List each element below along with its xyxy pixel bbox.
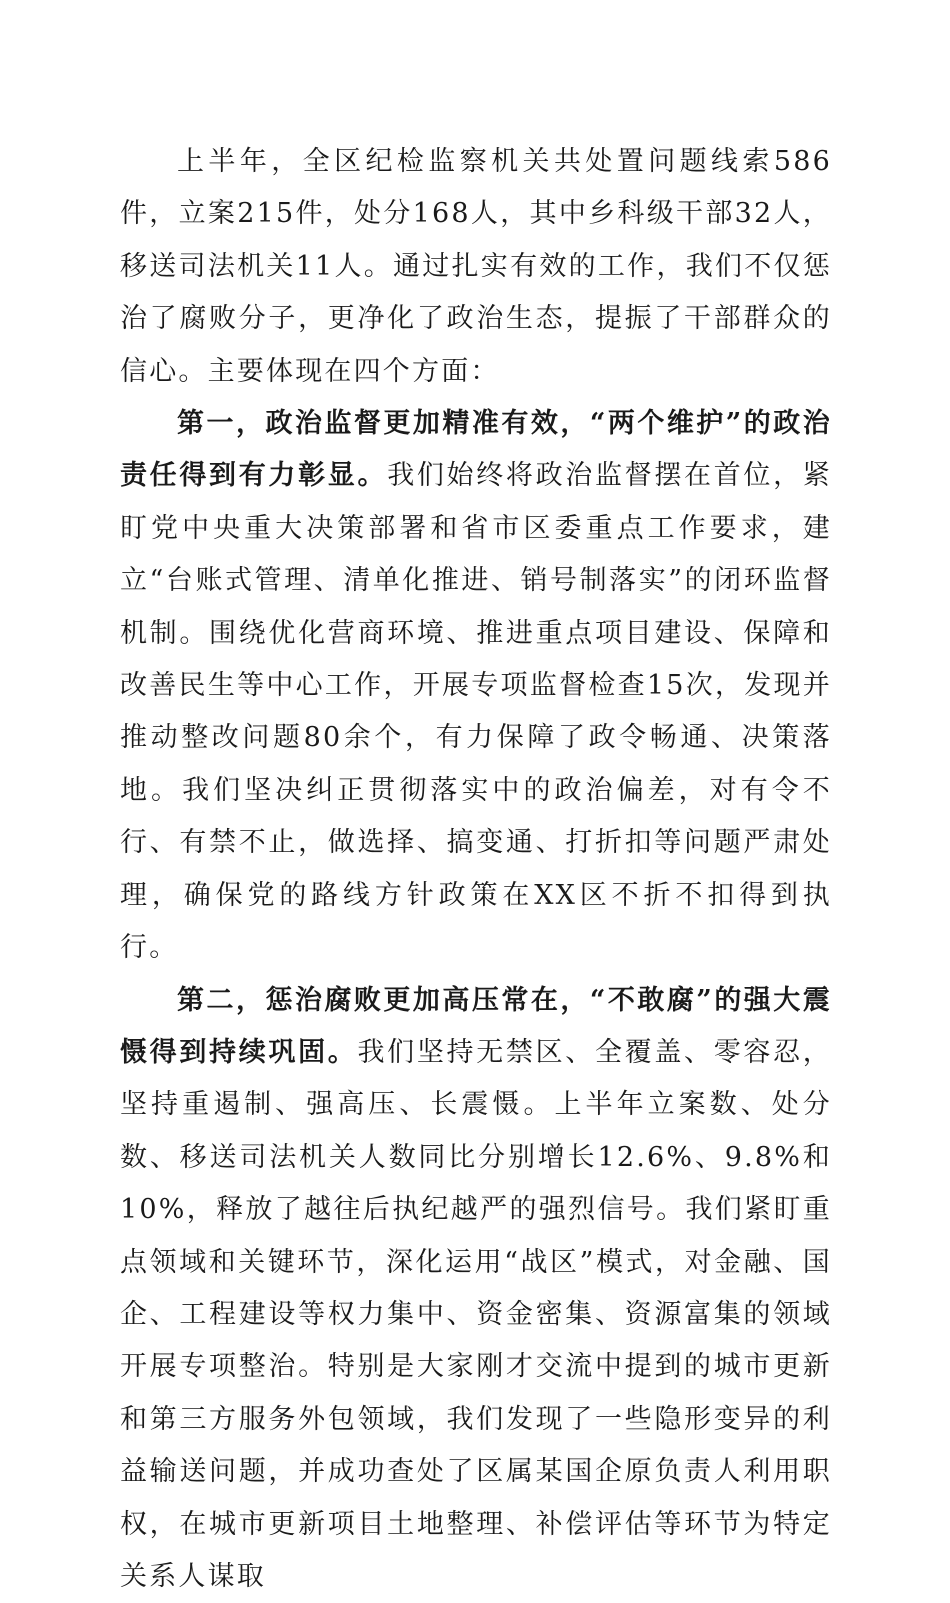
document-body [120, 136, 832, 1603]
paragraph-lead: 第一，政治监督更加精准有效，“两个维护”的政治责任得到有力彰显。 [120, 408, 832, 491]
paragraph-political-supervision [120, 398, 832, 974]
paragraph-text: 我们始终将政治监督摆在首位，紧盯党中央重大决策部署和省市区委重点工作要求，建立“台账式管理、清单化推进、销号制落实”的闭环监督机制。围绕优化营商环境、推进重点项目建设、保障和改善民生等中心工作，开展专项监督检查15次，发现并推动整改问题80余个，有力保障了政令畅通、决策落地。我们坚决纠正贯彻落实中的政治偏差，对有令不行、有禁不止，做选择、搞变通、打折扣等问题严肃处理，确保党的路线方针政策在XX区不折不扣得到执行。 [120, 460, 832, 963]
paragraph-text: 我们坚持无禁区、全覆盖、零容忍，坚持重遏制、强高压、长震慑。上半年立案数、处分数、移送司法机关人数同比分别增长12.6%、9.8%和10%，释放了越往后执纪越严的强烈信号。我们紧盯重点领域和关键环节，深化运用“战区”模式，对金融、国企、工程建设等权力集中、资金密集、资源富集的领域开展专项整治。特别是大家刚才交流中提到的城市更新和第三方服务外包领域，我们发现了一些隐形变异的利益输送问题，并成功查处了区属某国企原负责人利用职权，在城市更新项目土地整理、补偿评估等环节为特定关系人谋取 [120, 1037, 832, 1592]
paragraph-anti-corruption [120, 975, 832, 1603]
paragraph-text: 上半年，全区纪检监察机关共处置问题线索586件，立案215件，处分168人，其中乡科级干部32人，移送司法机关11人。通过扎实有效的工作，我们不仅惩治了腐败分子，更净化了政治生态，提振了干部群众的信心。主要体现在四个方面： [120, 146, 832, 387]
paragraph-lead: 第二，惩治腐败更加高压常在，“不敢腐”的强大震慑得到持续巩固。 [120, 985, 832, 1068]
paragraph-summary [120, 136, 832, 398]
